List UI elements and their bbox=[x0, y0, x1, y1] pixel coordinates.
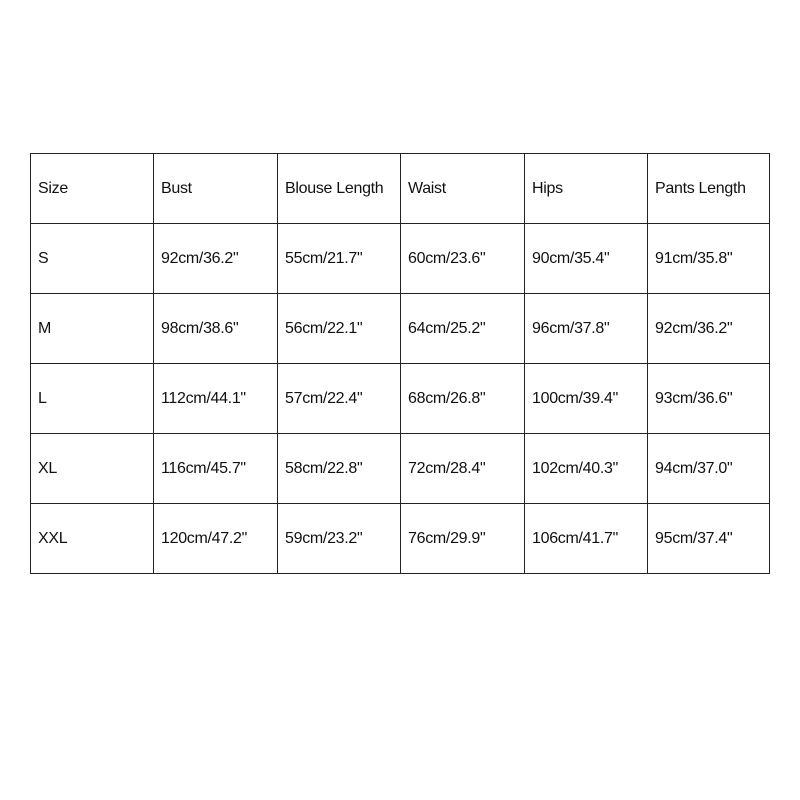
pants-length-cell: 92cm/36.2" bbox=[648, 294, 770, 364]
pants-length-cell: 91cm/35.8" bbox=[648, 224, 770, 294]
hips-cell: 102cm/40.3" bbox=[525, 434, 648, 504]
bust-cell: 120cm/47.2" bbox=[154, 504, 278, 574]
header-pants-length: Pants Length bbox=[648, 154, 770, 224]
table-row bbox=[31, 504, 770, 574]
pants-length-cell: 94cm/37.0" bbox=[648, 434, 770, 504]
waist-cell: 76cm/29.9" bbox=[401, 504, 525, 574]
bust-cell: 112cm/44.1" bbox=[154, 364, 278, 434]
bust-cell: 98cm/38.6" bbox=[154, 294, 278, 364]
table-row bbox=[31, 294, 770, 364]
blouse-length-cell: 55cm/21.7" bbox=[278, 224, 401, 294]
size-cell: L bbox=[31, 364, 154, 434]
bust-cell: 116cm/45.7" bbox=[154, 434, 278, 504]
size-cell: XXL bbox=[31, 504, 154, 574]
table-row bbox=[31, 364, 770, 434]
bust-cell: 92cm/36.2" bbox=[154, 224, 278, 294]
size-cell: M bbox=[31, 294, 154, 364]
pants-length-cell: 95cm/37.4" bbox=[648, 504, 770, 574]
header-waist: Waist bbox=[401, 154, 525, 224]
blouse-length-cell: 58cm/22.8" bbox=[278, 434, 401, 504]
hips-cell: 90cm/35.4" bbox=[525, 224, 648, 294]
hips-cell: 100cm/39.4" bbox=[525, 364, 648, 434]
hips-cell: 96cm/37.8" bbox=[525, 294, 648, 364]
pants-length-cell: 93cm/36.6" bbox=[648, 364, 770, 434]
table-row bbox=[31, 434, 770, 504]
blouse-length-cell: 59cm/23.2" bbox=[278, 504, 401, 574]
waist-cell: 64cm/25.2" bbox=[401, 294, 525, 364]
header-row bbox=[31, 154, 770, 224]
size-chart-table bbox=[30, 153, 770, 574]
header-size: Size bbox=[31, 154, 154, 224]
waist-cell: 60cm/23.6" bbox=[401, 224, 525, 294]
header-bust: Bust bbox=[154, 154, 278, 224]
header-blouse-length: Blouse Length bbox=[278, 154, 401, 224]
header-hips: Hips bbox=[525, 154, 648, 224]
size-cell: XL bbox=[31, 434, 154, 504]
waist-cell: 72cm/28.4" bbox=[401, 434, 525, 504]
waist-cell: 68cm/26.8" bbox=[401, 364, 525, 434]
blouse-length-cell: 56cm/22.1" bbox=[278, 294, 401, 364]
blouse-length-cell: 57cm/22.4" bbox=[278, 364, 401, 434]
size-cell: S bbox=[31, 224, 154, 294]
hips-cell: 106cm/41.7" bbox=[525, 504, 648, 574]
table-row bbox=[31, 224, 770, 294]
